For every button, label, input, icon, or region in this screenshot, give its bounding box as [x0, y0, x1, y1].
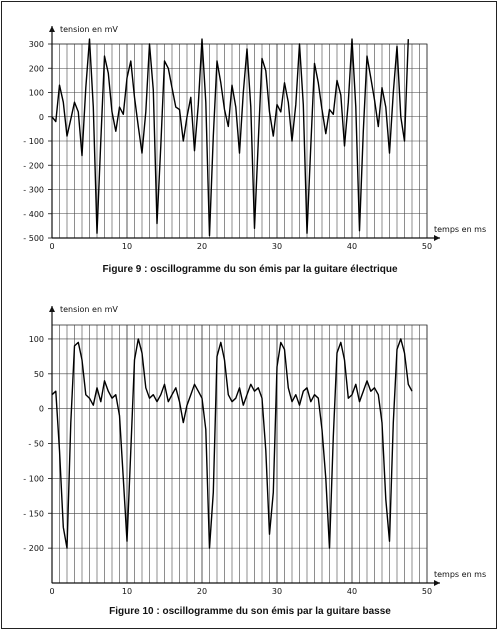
series-line — [52, 39, 408, 236]
y-axis-label: tension en mV — [60, 305, 118, 314]
y-tick-label: - 200 — [23, 544, 44, 554]
y-axis-label: tension en mV — [60, 25, 118, 34]
x-axis-label: temps en ms — [434, 570, 487, 579]
x-tick-label: 10 — [121, 587, 133, 596]
y-axis-arrow — [49, 306, 55, 312]
y-tick-label: 200 — [28, 64, 44, 74]
y-tick-label: - 400 — [23, 209, 44, 219]
x-tick-label: 50 — [421, 242, 433, 251]
y-axis-arrow — [49, 26, 55, 32]
x-tick-label: 40 — [346, 242, 358, 251]
x-axis-arrow — [434, 235, 440, 241]
x-tick-label: 30 — [271, 242, 283, 251]
x-tick-label: 0 — [49, 587, 55, 596]
x-tick-label: 40 — [346, 587, 358, 596]
y-tick-label: - 50 — [28, 439, 44, 449]
y-tick-label: 0 — [38, 404, 44, 414]
figure-caption: Figure 10 : oscillogramme du son émis par la guitare basse — [109, 606, 391, 617]
chart-bass-guitar — [23, 305, 486, 617]
y-tick-label: 300 — [28, 40, 44, 49]
x-tick-label: 20 — [196, 587, 208, 596]
x-tick-label: 50 — [421, 587, 433, 596]
y-tick-label: - 150 — [23, 509, 44, 519]
y-tick-label: - 100 — [23, 474, 44, 484]
y-tick-label: - 500 — [23, 234, 44, 243]
figure-caption: Figure 9 : oscillogramme du son émis par la guitare électrique — [102, 264, 398, 275]
y-tick-label: 0 — [38, 112, 44, 122]
y-tick-label: - 100 — [23, 137, 44, 146]
x-axis-arrow — [434, 580, 440, 586]
x-tick-label: 30 — [271, 587, 283, 596]
x-tick-label: 20 — [196, 242, 208, 251]
y-tick-label: 50 — [33, 369, 44, 379]
y-tick-label: - 300 — [23, 185, 44, 195]
x-tick-label: 10 — [121, 242, 133, 251]
x-axis-label: temps en ms — [434, 225, 487, 234]
y-tick-label: 100 — [28, 88, 44, 98]
y-tick-label: - 200 — [23, 161, 44, 171]
y-tick-label: 100 — [28, 334, 44, 344]
chart-electric-guitar — [23, 25, 486, 275]
x-tick-label: 0 — [49, 242, 55, 251]
